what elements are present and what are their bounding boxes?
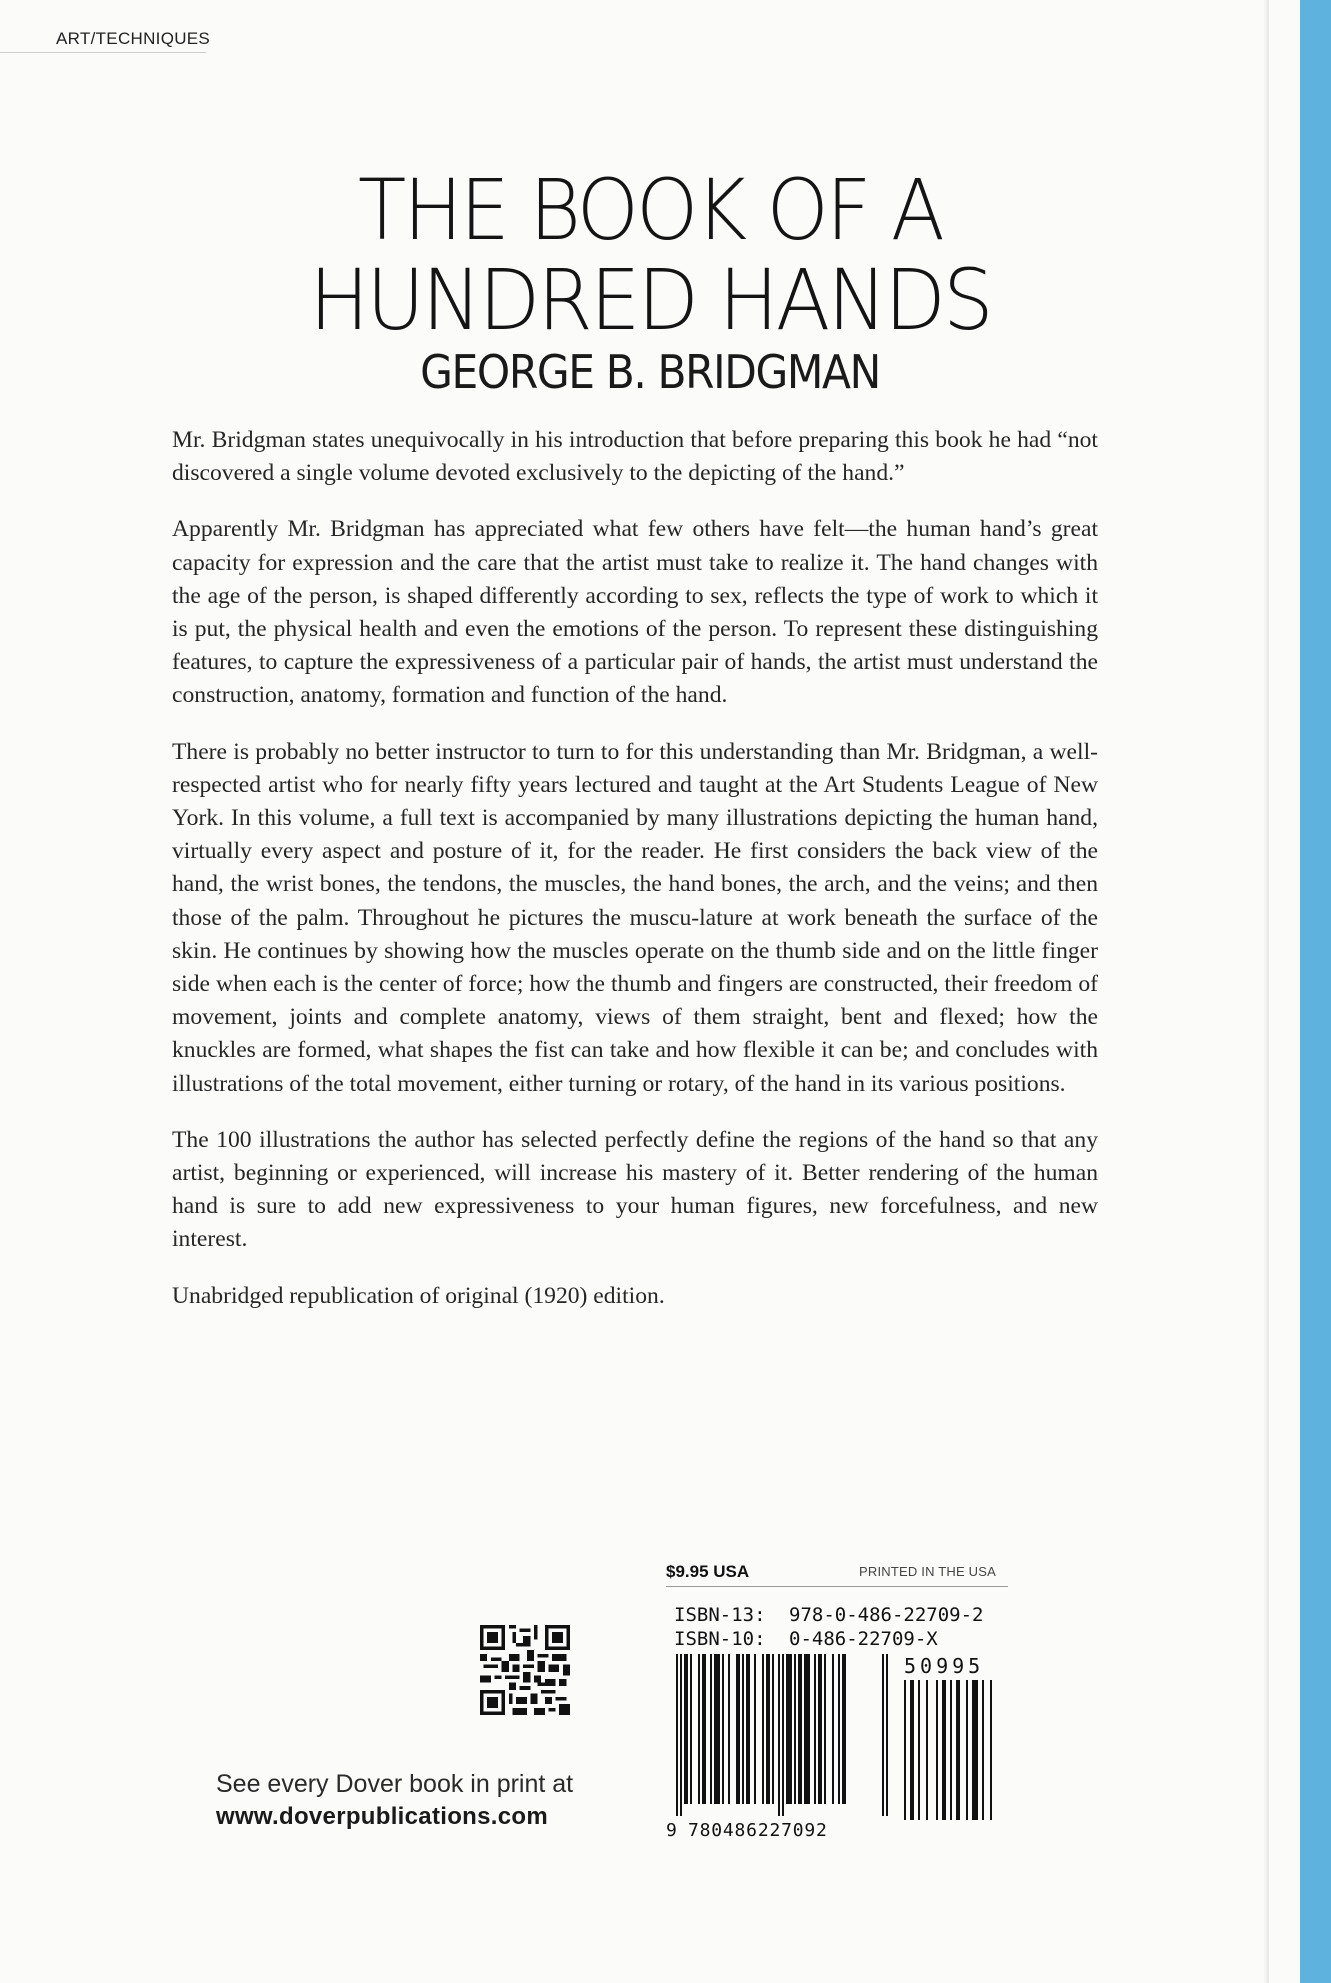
- paragraph-2: Apparently Mr. Bridgman has appreciated what few others have felt—the human hand’s great capacity for expression and the care that the artist must take to realize it. The hand changes with the age of the person, is shaped differently according to sex, reflects the type of work to which it is put, the physical health and even the emotions of the person. To represent these distinguishing features, to capture the expressiveness of a particular pair of hands, the artist must understand the construction, anatomy, formation and function of the hand.: [172, 516, 1098, 709]
- isbn-10-label: ISBN-10:: [674, 1628, 766, 1650]
- author-name: GEORGE B. BRIDGMAN: [420, 345, 880, 399]
- isbn-10-value: 0-486-22709-X: [789, 1628, 938, 1650]
- price: $9.95 USA: [666, 1562, 750, 1581]
- ean-first-digit: 9: [666, 1820, 677, 1841]
- isbn-13-label: ISBN-13:: [674, 1604, 766, 1626]
- title-line-1: THE BOOK OF A: [357, 161, 943, 259]
- description-text: [172, 424, 1098, 1336]
- spine-shadow: [1263, 0, 1269, 1983]
- isbn-10-line: [674, 1628, 938, 1650]
- isbn-13-value: 978-0-486-22709-2: [789, 1604, 984, 1626]
- qr-code-icon: [480, 1625, 570, 1720]
- paragraph-4: The 100 illustrations the author has selected perfectly define the regions of the hand so that any artist, beginning or experienced, will increase his mastery of it. Better rendering of the human hand is sure to add new expressiveness to your human figures, new forcefulness, and new interest.: [172, 1126, 1098, 1253]
- printed-in-usa: PRINTED IN THE USA: [859, 1564, 996, 1579]
- price-row: [666, 1554, 1008, 1587]
- addon-digits: 50995: [904, 1654, 985, 1678]
- edition-note: Unabridged republication of original (1920) edition.: [172, 1282, 665, 1309]
- isbn-13-line: [674, 1604, 983, 1626]
- paragraph-1: Mr. Bridgman states unequivocally in his introduction that before preparing this book he had “not discovered a single volume devoted exclusively to the depicting of the hand.”: [172, 427, 1098, 487]
- paragraph-3: There is probably no better instructor to turn to for this understanding than Mr. Bridgman, a well-respected artist who for nearly fifty years lectured and taught at the Art Students League of New York. In this volume, a full text is accompanied by many illustrations depicting the human hand, virtually every aspect and posture of it, for the reader. He first considers the back view of the hand, the wrist bones, the tendons, the muscles, the hand bones, the arch, and the veins; and then those of the palm. Throughout he pictures the muscu-lature at work beneath the surface of the skin. He continues by showing how the muscles operate on the thumb side and on the little finger side when each is the center of force; how the thumb and fingers are constructed, their freedom of movement, joints and complete anatomy, views of them straight, bent and flexed; how the knuckles are formed, what shapes the fist can take and how flexible it can be; and concludes with illustrations of the total movement, either turning or rotary, of the hand in its various positions.: [172, 738, 1098, 1097]
- publisher-url: www.doverpublications.com: [216, 1803, 548, 1830]
- see-every-book-text: See every Dover book in print at: [216, 1770, 574, 1798]
- title-line-2: HUNDRED HANDS: [309, 251, 991, 349]
- ean-remaining-digits: 780486227092: [688, 1820, 828, 1841]
- category-text: ART/TECHNIQUES: [56, 29, 211, 48]
- spine-edge: [1300, 0, 1331, 1983]
- category-label: [0, 22, 211, 53]
- barcode-icon: [666, 1654, 1008, 1822]
